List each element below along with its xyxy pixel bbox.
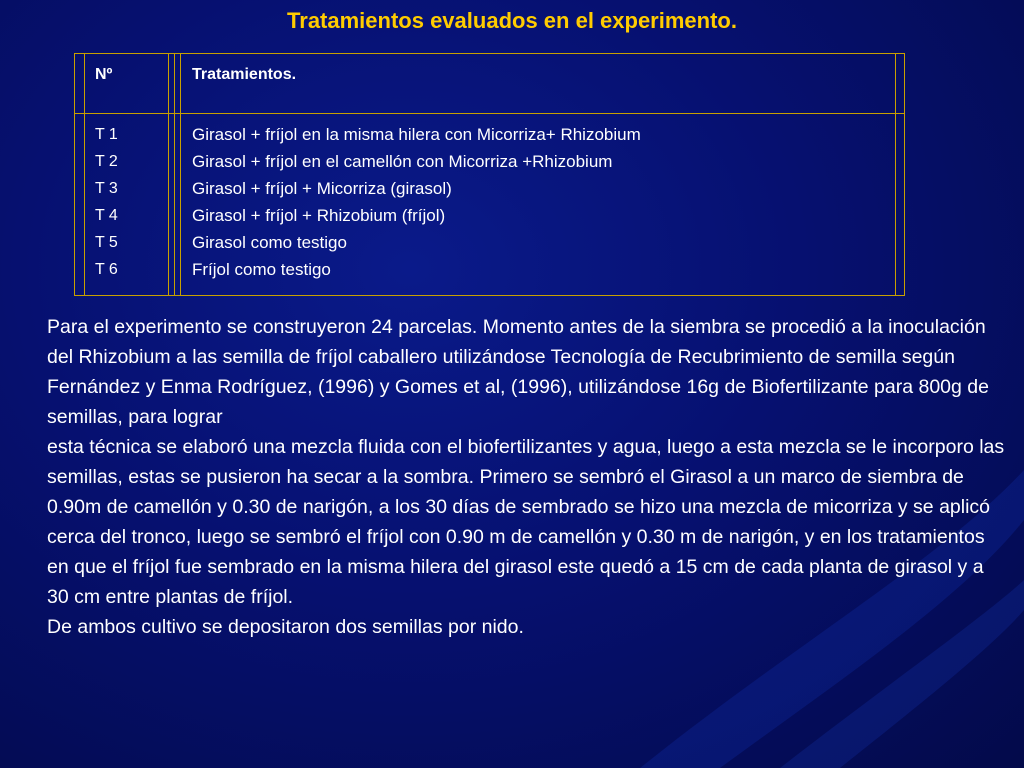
treatment-description: Girasol como testigo	[192, 233, 347, 252]
methodology-text	[47, 312, 1007, 642]
treatment-code: T 3	[95, 180, 118, 197]
paragraph: esta técnica se elaboró una mezcla fluida con el biofertilizantes y agua, luego a esta mezcla se le incorporo las semillas, estas se pusieron ha secar a la sombra. Primero se sembró el Girasol a un marco de siembra de 0.90m de camellón y 0.30 de narigón, a los 30 días de sembrado se hizo una mezcla de micorriza y se aplicó cerca del tronco, luego se sembró el fríjol con 0.90 m de camellón y 0.30 m de narigón, y en los tratamientos en que el fríjol fue sembrado en la misma hilera del girasol este quedó a 15 cm de cada planta de girasol y a 30 cm entre plantas de fríjol.	[47, 436, 1005, 608]
paragraph: De ambos cultivo se depositaron dos semillas por nido.	[47, 616, 524, 638]
table-border-right-inner	[895, 54, 896, 295]
header-treatments: Tratamientos.	[192, 66, 297, 83]
treatment-code: T 1	[95, 126, 118, 143]
treatment-code: T 5	[95, 234, 118, 251]
treatment-description: Girasol + fríjol en el camellón con Micorriza +Rhizobium	[192, 152, 613, 171]
page-title: Tratamientos evaluados en el experimento.	[287, 8, 737, 33]
treatment-descriptions	[192, 121, 641, 283]
treatment-code: T 2	[95, 153, 118, 170]
treatment-code: T 4	[95, 207, 118, 224]
header-number: Nº	[95, 66, 113, 83]
treatments-table	[74, 53, 905, 296]
treatment-description: Girasol + fríjol en la misma hilera con Micorriza+ Rhizobium	[192, 125, 641, 144]
treatment-code: T 6	[95, 261, 118, 278]
treatment-description: Girasol + fríjol + Micorriza (girasol)	[192, 179, 452, 198]
treatment-codes	[95, 121, 118, 283]
table-border-left-inner	[84, 54, 85, 295]
table-header-divider	[75, 113, 904, 114]
paragraph: Para el experimento se construyeron 24 parcelas. Momento antes de la siembra se procedió a la inoculación del Rhizobium a las semilla de fríjol caballero utilizándose Tecnología de Recubrimiento de semilla según Fernández y Enma Rodríguez, (1996) y Gomes et al, (1996), utilizándose 16g de Biofertilizante para 800g de semillas, para lograr	[47, 316, 989, 428]
table-divider-1	[168, 54, 169, 295]
table-divider-3	[180, 54, 181, 295]
treatment-description: Fríjol como testigo	[192, 260, 331, 279]
treatment-description: Girasol + fríjol + Rhizobium (fríjol)	[192, 206, 446, 225]
table-divider-2	[174, 54, 175, 295]
